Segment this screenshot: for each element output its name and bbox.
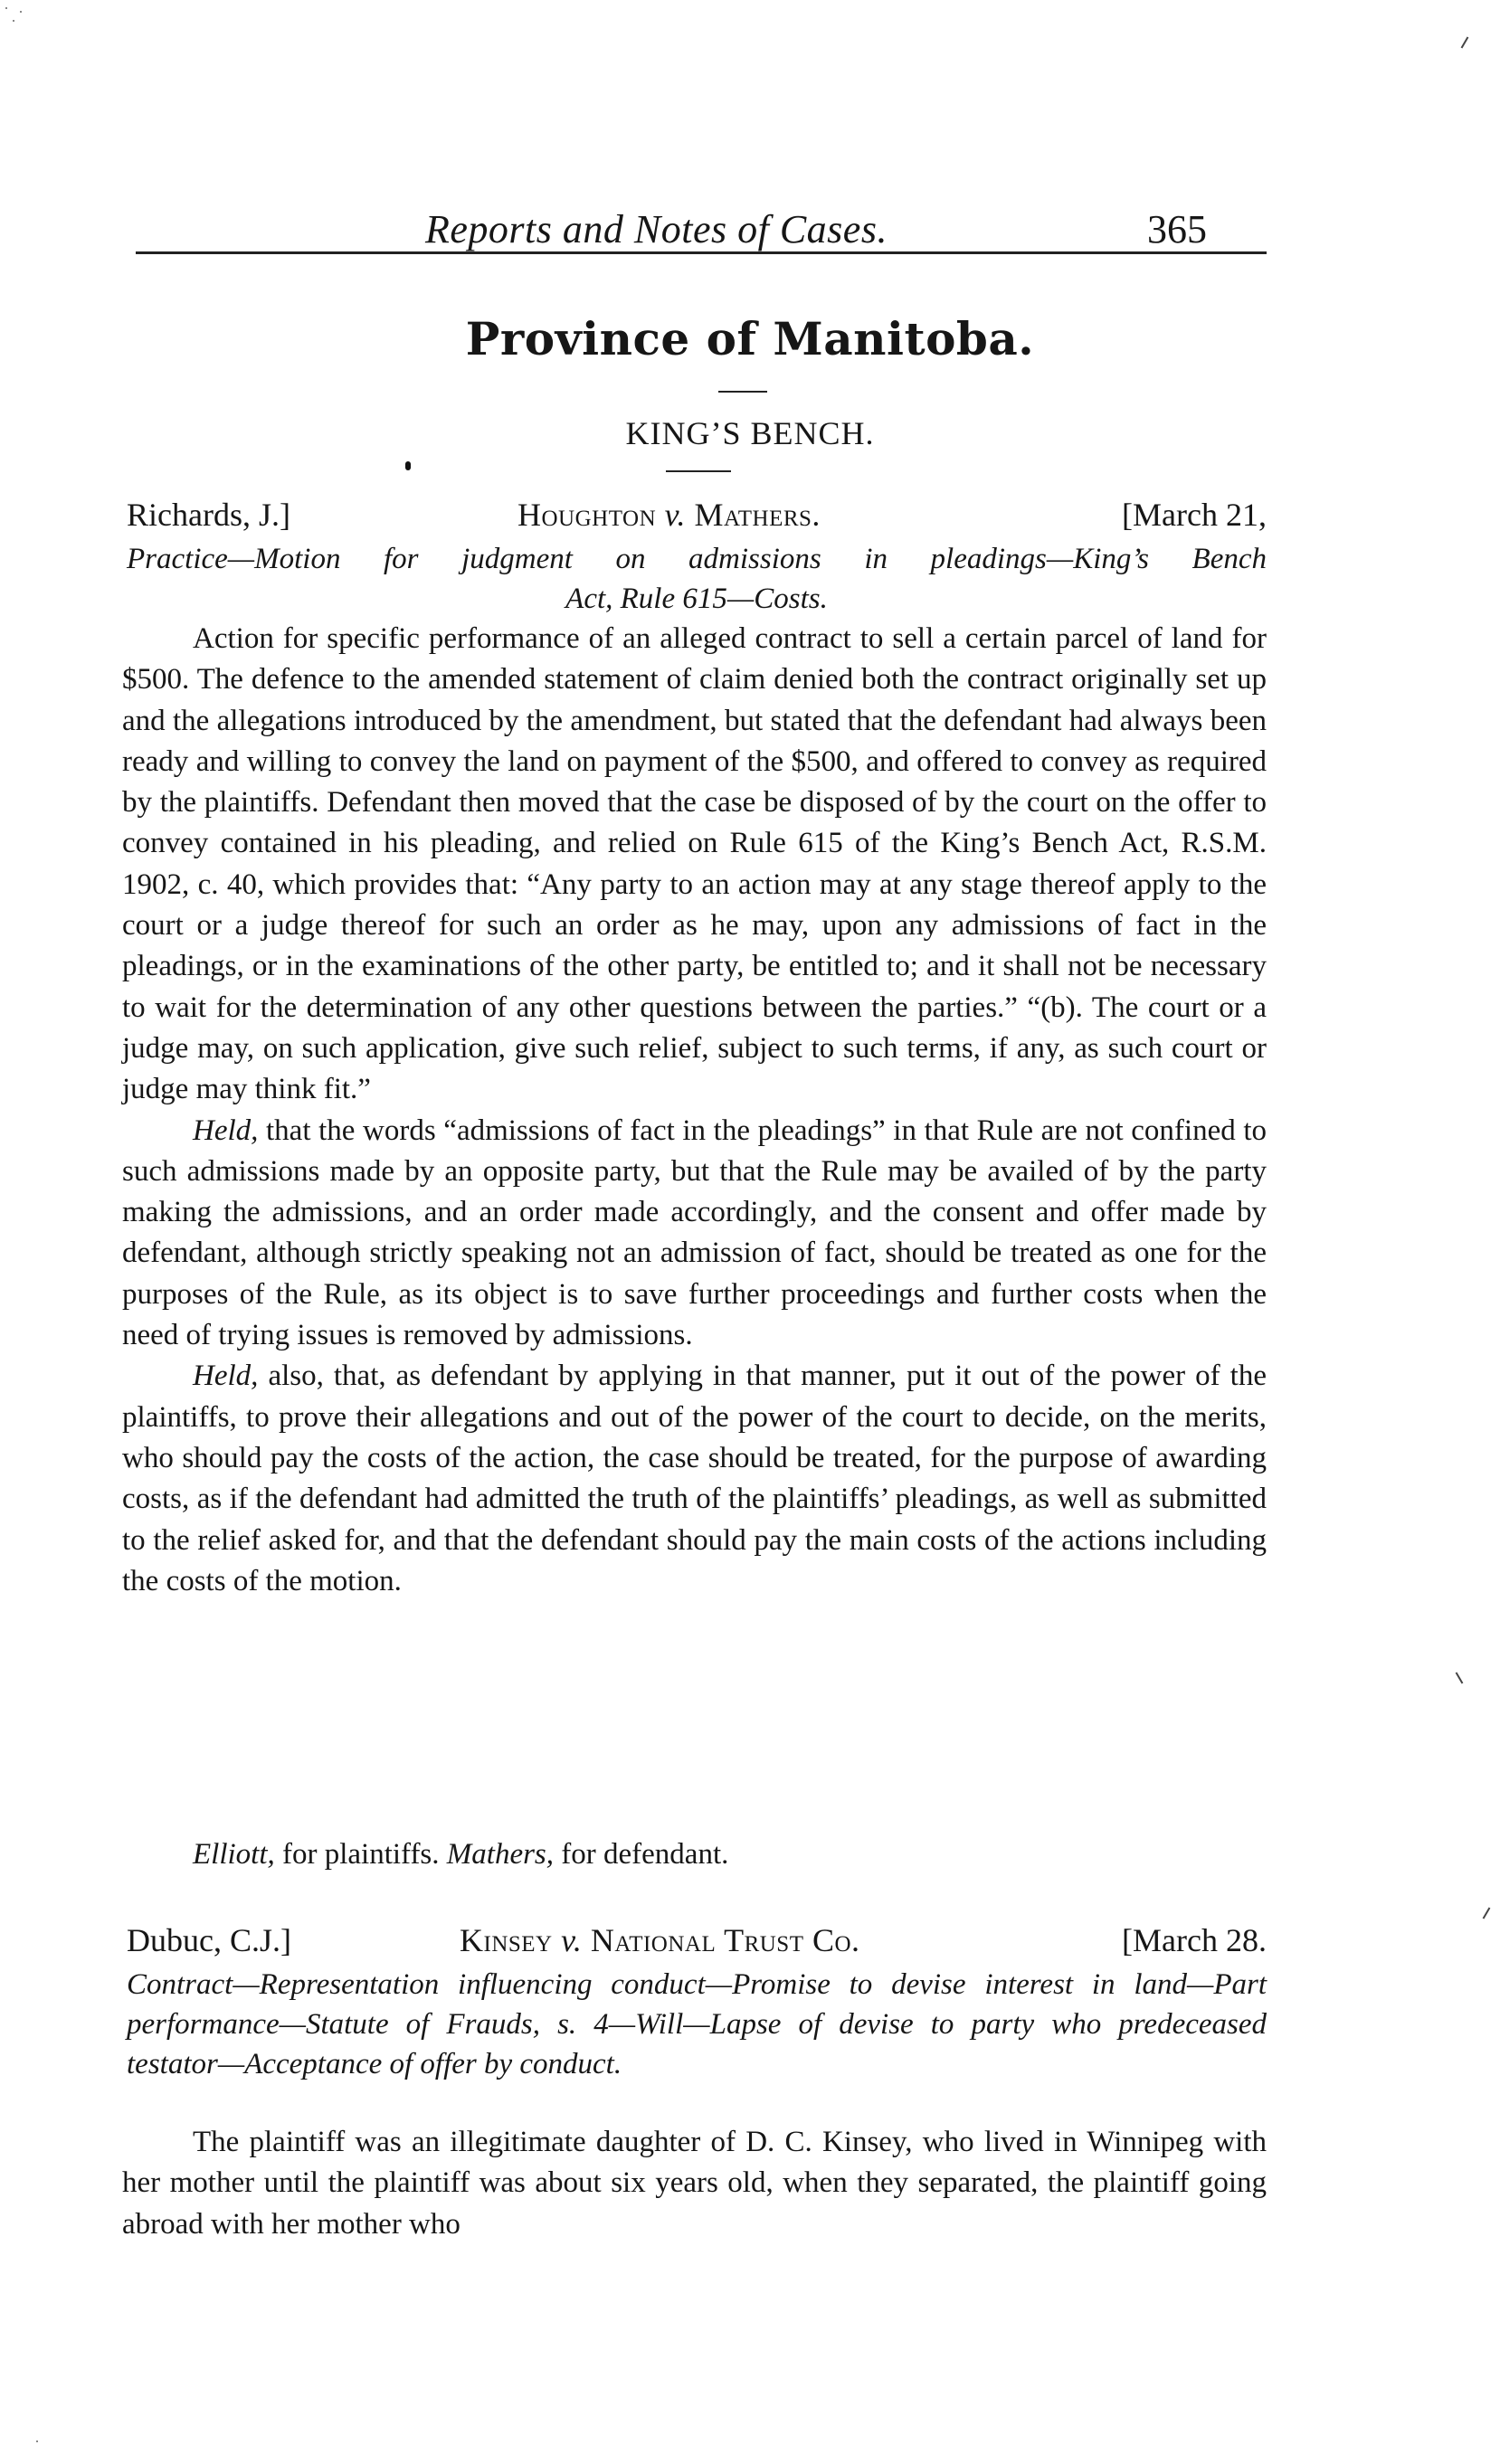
- body-paragraph: [122, 1356, 1267, 1602]
- decision-date: [March 21,: [1122, 497, 1267, 533]
- case-title: [460, 1921, 860, 1959]
- speck: [5, 7, 7, 9]
- speck: [13, 20, 14, 22]
- page-number: 365: [1147, 207, 1207, 251]
- catchwords: [127, 539, 1267, 619]
- case-body: [122, 619, 1267, 1602]
- catchwords-line: Practice—Motion for judgment on admissions in pleadings—King’s Bench: [127, 543, 1267, 575]
- margin-mark: [1483, 1907, 1491, 1919]
- catchwords-line: Act, Rule 615—Costs.: [565, 583, 828, 615]
- margin-mark: [1461, 36, 1469, 48]
- party-plaintiff: Houghton: [517, 497, 657, 533]
- versus: v.: [561, 1922, 583, 1958]
- margin-mark: [1456, 1672, 1464, 1683]
- held-label: Held,: [193, 1114, 259, 1147]
- party-defendant: Mathers.: [694, 497, 821, 533]
- judge-name: Dubuc, C.J.]: [127, 1922, 291, 1958]
- holding-text: also, that, as defendant by applying in that manner, put it out of the power of the plaintiffs, to prove their allegations and out of the power of the court to decide, on the merits, who should pay the costs of the action, the case should be treated, for the purpose of awarding costs, as if the defendant had admitted the truth of the plaintiffs’ pleadings, as well as submitted to the relief asked for, and that the defendant should pay the main costs of the actions including the costs of the motion.: [122, 1360, 1267, 1597]
- counsel-line: [193, 1838, 728, 1872]
- holding-text: that the words “admissions of fact in the pleadings” in that Rule are not confined to such admissions made by an opposite party, but that the Rule may be availed of by the party making the admissions, and an order made accordingly, and the consent and offer made by defendant, although strictly speaking not an admission of fact, should be treated as one for the purposes of the Rule, as its object is to save further proceedings and further costs when the need of trying issues is removed by admissions.: [122, 1114, 1267, 1352]
- case-title: [517, 496, 821, 534]
- counsel-plaintiff: Elliott,: [193, 1838, 275, 1871]
- counsel-defendant: Mathers,: [446, 1838, 555, 1871]
- body-paragraph: [122, 1111, 1267, 1357]
- party-plaintiff: Kinsey: [460, 1922, 553, 1958]
- decision-date: [March 28.: [1122, 1922, 1267, 1958]
- counsel-role: for plaintiffs.: [274, 1838, 447, 1871]
- header-rule: [136, 251, 1267, 254]
- versus: v.: [664, 497, 686, 533]
- court-heading: KING’S BENCH.: [625, 415, 875, 451]
- case-header: [127, 496, 1267, 537]
- case-body: [122, 2122, 1267, 2245]
- heading-divider: [718, 391, 767, 393]
- case-header: [127, 1921, 1267, 1963]
- judge-name: Richards, J.]: [127, 497, 290, 533]
- speck: [20, 11, 22, 13]
- court-divider: [666, 470, 731, 472]
- held-label: Held,: [193, 1360, 259, 1393]
- speck: [36, 2440, 38, 2442]
- catchwords: Contract—Representation influencing conduct—Promise to devise interest in land—Part performance—Statute of Frauds, s. 4—Will—Lapse of devise to party who predeceased testator—Acceptance of offer by conduct.: [127, 1968, 1267, 2080]
- running-title: Reports and Notes of Cases.: [425, 207, 888, 251]
- print-mark: [405, 461, 411, 470]
- body-paragraph: The plaintiff was an illegitimate daughter of D. C. Kinsey, who lived in Winnipeg with her mother until the plaintiff was about six years old, when they separated, the plaintiff going abroad with her mother who: [122, 2126, 1267, 2241]
- counsel-role: for defendant.: [554, 1838, 729, 1871]
- province-heading: Province of Manitoba.: [465, 312, 1035, 365]
- body-paragraph: Action for specific performance of an alleged contract to sell a certain parcel of land for $500. The defence to the amended statement of claim denied both the contract originally set up and the allegations introduced by the amendment, but stated that the defendant had always been ready and willing to convey the land on payment of the $500, and offered to convey as required by the plaintiffs. Defendant then moved that the case be disposed of by the court on the offer to convey contained in his pleading, and relied on Rule 615 of the King’s Bench Act, R.S.M. 1902, c. 40, which provides that: “Any party to an action may at any stage thereof apply to the court or a judge thereof for such an order as he may, upon any admissions of fact in the pleadings, or in the examinations of the other party, be entitled to; and it shall not be necessary to wait for the determination of any other questions between the parties.” “(b). The court or a judge may, on such application, give such relief, subject to such terms, if any, as such court or judge may think fit.”: [122, 622, 1267, 1106]
- party-defendant: National Trust Co.: [590, 1922, 860, 1958]
